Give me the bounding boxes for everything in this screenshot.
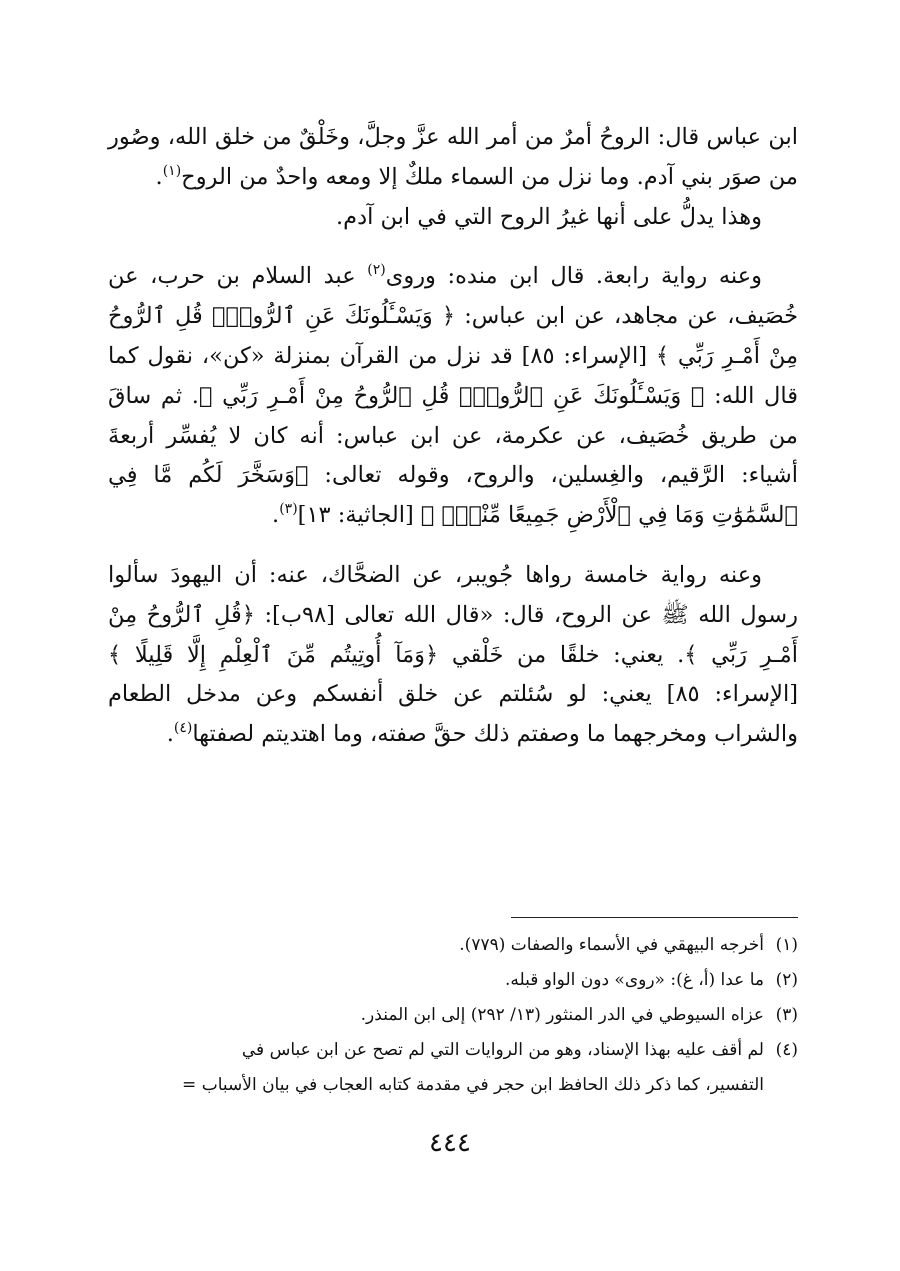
footnote-number: (٤) <box>775 1040 798 1060</box>
footnote-2 <box>108 963 798 998</box>
paragraph-3-text-b: عبد السلام بن حرب، عن خُصَيف، عن مجاهد، عن ابن عباس: ﴿ وَيَسْـَٔلُونَكَ عَنِ ٱلرُّوحِۖ قُلِ ٱلرُّوحُ مِنْ أَمْـرِ رَبِّي ﴾ [الإسراء: ٨٥] قد نزل من القرآن بمنزلة «كن»، نقول كما قال الله: ﴿ وَيَسْـَٔلُونَكَ عَنِ ٱلرُّوحِۖ قُلِ ٱلرُّوحُ مِنْ أَمْـرِ رَبِّي ﴾. ثم ساقَ من طريق خُصَيف، عن عكرمة، عن ابن عباس: أنه كان لا يُفسِّر أربعةَ أشياء: الرَّقيم، والغِسلين، والروح، وقوله تعالى: ﴿وَسَخَّرَ لَكُم مَّا فِي ٱلسَّمَٰوَٰتِ وَمَا فِي ٱلْأَرْضِ جَمِيعًا مِّنْهُۚ ﴾ [الجاثية: ١٣] <box>108 263 798 529</box>
main-text <box>108 118 798 755</box>
footnotes-section <box>108 928 798 1103</box>
footnote-text: لم أقف عليه بهذا الإسناد، وهو من الروايات التي لم تصح عن ابن عباس في <box>241 1040 764 1060</box>
footnote-number: (٢) <box>775 970 798 990</box>
paragraph-4-end: . <box>166 721 174 748</box>
footnote-3 <box>108 998 798 1033</box>
paragraph-1-text: ابن عباس قال: الروحُ أمرٌ من أمر الله عزَّ وجلَّ، وخَلْقٌ من خلق الله، وصُور من صوَر بني آدم. وما نزل من السماء ملكٌ إلا ومعه واحدٌ من الروح <box>108 124 798 190</box>
footnote-text: أخرجه البيهقي في الأسماء والصفات (٧٧٩). <box>459 935 764 955</box>
paragraph-4-text: وعنه رواية خامسة رواها جُويبر، عن الضحَّاك، عنه: أن اليهودَ سألوا رسول الله ﷺ عن الروح، قال: «قال الله تعالى [٩٨ب]: ﴿قُلِ ٱلرُّوحُ مِنْ أَمْـرِ رَبِّي ﴾. يعني: خلقًا من خَلْقي ﴿وَمَآ أُوتِيتُم مِّنَ ٱلْعِلْمِ إِلَّا قَلِيلًا ﴾ [الإسراء: ٨٥] يعني: لو سُئلتم عن خلق أنفسكم وعن مدخل الطعام والشراب ومخرجهما ما وصفتم ذلك حقَّ صفته، وما اهتديتم لصفتها <box>108 561 798 748</box>
page-number: ٤٤٤ <box>429 1128 471 1158</box>
paragraph-2: وهذا يدلُّ على أنها غيرُ الروح التي في ابن آدم. <box>336 203 762 230</box>
paragraph-3 <box>108 257 798 536</box>
footnote-text: عزاه السيوطي في الدر المنثور (١٣/ ٢٩٢) إلى ابن المنذر. <box>360 1005 764 1025</box>
paragraph-1-end: . <box>155 163 163 190</box>
footnote-text: ما عدا (أ، غ): «روى» دون الواو قبله. <box>504 970 764 990</box>
footnote-number: (٣) <box>775 1005 798 1025</box>
footnote-4 <box>108 1033 798 1068</box>
footnote-ref-2[interactable]: (٢) <box>367 262 386 279</box>
footnote-ref-3[interactable]: (٣) <box>279 501 298 518</box>
paragraph-4 <box>108 556 798 755</box>
paragraph-1 <box>108 118 798 198</box>
paragraph-3-text-a: وعنه رواية رابعة. قال ابن منده: وروى <box>385 263 763 290</box>
footnote-1 <box>108 928 798 963</box>
paragraph-3-end: . <box>272 502 280 529</box>
footnote-4-continuation: التفسير، كما ذكر ذلك الحافظ ابن حجر في مقدمة كتابه العجاب في بيان الأسباب = <box>182 1075 764 1095</box>
footnote-divider <box>511 917 798 918</box>
footnote-ref-4[interactable]: (٤) <box>173 720 193 737</box>
footnote-ref-1[interactable]: (١) <box>162 162 182 179</box>
footnote-number: (١) <box>775 935 798 955</box>
